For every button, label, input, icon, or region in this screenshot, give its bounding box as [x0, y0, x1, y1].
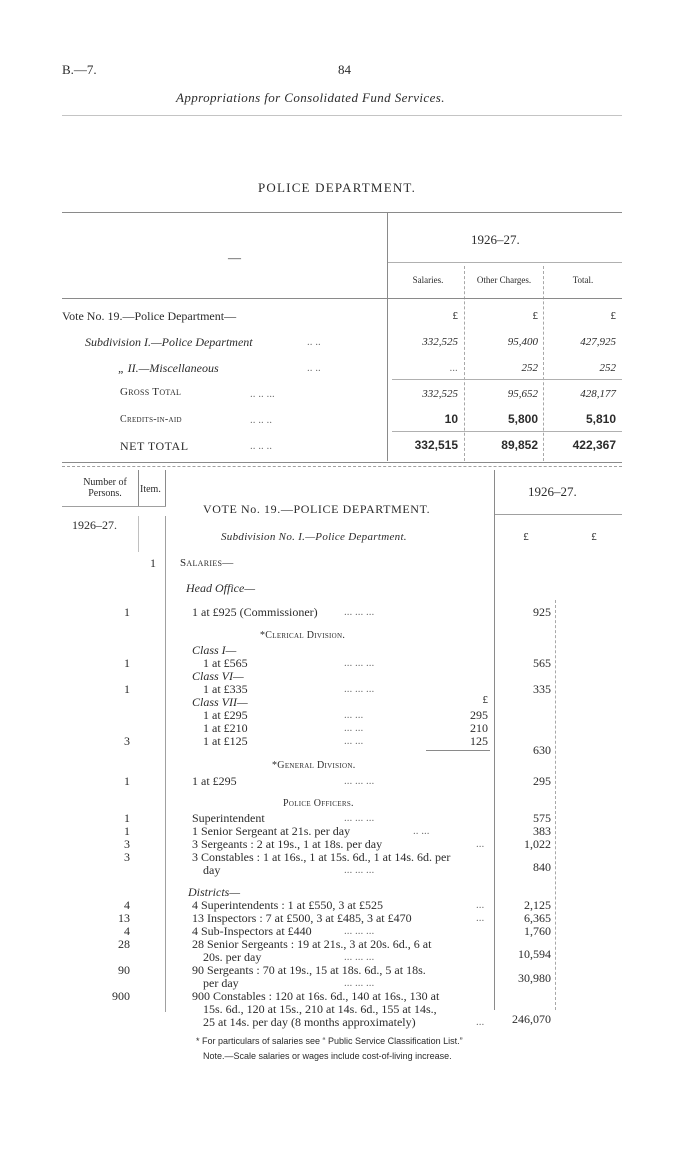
page-number: 84 [338, 62, 351, 77]
summary-top-rule [62, 212, 622, 213]
line-amount: 1,760 [524, 924, 551, 938]
persons-count: 3 [124, 850, 130, 864]
summary-col-other: Other Charges. [476, 275, 532, 285]
persons-count: 1 [124, 774, 130, 788]
line-text: 4 Superintendents : 1 at £550, 3 at £525 [192, 898, 383, 912]
line-amount: 565 [533, 656, 551, 670]
line-text: 13 Inspectors : 7 at £500, 3 at £485, 3 at £470 [192, 911, 412, 925]
line-subamount: 125 [470, 734, 488, 748]
summary-row-total: 428,177 [580, 388, 616, 400]
detail-year: 1926–27. [528, 484, 577, 499]
summary-row-label: Gross Total [120, 386, 182, 398]
line-dots: ... ... ... [344, 683, 375, 695]
persons-count: 3 [124, 837, 130, 851]
department-title: POLICE DEPARTMENT. [258, 180, 417, 195]
line-text: 3 Sergeants : 2 at 19s., 1 at 18s. per day [192, 837, 383, 851]
detail-year-rule [495, 514, 622, 515]
summary-row-dots: .. .. [307, 362, 321, 374]
line-dots: ... ... ... [344, 977, 375, 989]
persons-divider [138, 516, 139, 552]
line-text: 28 Senior Sergeants : 19 at 21s., 3 at 20s. 6d., 6 at [192, 937, 432, 951]
line-dots: ... ... ... [344, 657, 375, 669]
summary-year: 1926–27. [471, 232, 520, 247]
line-amount: 335 [533, 682, 551, 696]
summary-row-total: 252 [599, 362, 616, 374]
running-title: Appropriations for Consolidated Fund Services. [176, 90, 445, 105]
summary-row-salaries: 332,525 [422, 336, 458, 348]
persons-header-rule [62, 506, 166, 507]
persons-count: 1 [124, 811, 130, 825]
summary-row-dots: .. .. ... [250, 388, 275, 400]
line-amount: 1,022 [524, 837, 551, 851]
police-officers-heading: Police Officers. [283, 798, 354, 809]
document-reference: B.—7. [62, 62, 97, 77]
summary-year-rule [388, 262, 622, 263]
summary-row-other: 5,800 [507, 412, 538, 426]
persons-count: 3 [124, 734, 130, 748]
line-text: 1 at £295 [192, 774, 237, 788]
persons-count: 1 [124, 656, 130, 670]
summary-row-label: „ II.—Miscellaneous [118, 361, 219, 375]
line-amount: 295 [533, 774, 551, 788]
line-dots: ... ... ... [344, 812, 375, 824]
subtotal-rule [426, 750, 490, 751]
line-amount: 6,365 [524, 911, 551, 925]
head-office-heading: Head Office— [186, 581, 255, 595]
line-text: 1 at £565 [203, 656, 248, 670]
summary-row-other: 89,852 [501, 438, 538, 452]
line-text: 1 at £925 (Commissioner) [192, 605, 318, 619]
summary-row-other: £ [532, 310, 538, 322]
line-text: 15s. 6d., 120 at 15s., 210 at 14s. 6d., 155 at 14s., [203, 1002, 437, 1016]
summary-col-salaries: Salaries. [412, 275, 444, 285]
summary-row-other: 252 [521, 362, 538, 374]
line-amount: 30,980 [518, 971, 551, 985]
persons-count: 4 [124, 898, 130, 912]
line-text: 1 at £335 [203, 682, 248, 696]
col-item: Item. [140, 484, 161, 495]
line-text: 1 at £295 [203, 708, 248, 722]
class-i-heading: Class I— [192, 643, 237, 657]
persons-count: 1 [124, 824, 130, 838]
amount-subcolumn-divider [555, 600, 556, 1010]
footnote-note: Note.—Scale salaries or wages include cost-of-living increase. [203, 1051, 452, 1061]
salaries-heading: Salaries— [180, 557, 234, 569]
line-dots: ... ... ... [344, 951, 375, 963]
line-amount: 840 [533, 860, 551, 874]
summary-row-label: Credits-in-aid [120, 414, 182, 425]
summary-header-rule [62, 298, 622, 299]
line-text: per day [203, 976, 239, 990]
summary-row-salaries: 10 [444, 412, 458, 426]
summary-row-total: £ [610, 310, 616, 322]
line-dots: ... ... ... [344, 775, 375, 787]
persons-count: 28 [118, 937, 130, 951]
persons-count: 90 [118, 963, 130, 977]
districts-heading: Districts— [188, 885, 241, 899]
summary-bottom-rule [62, 462, 622, 463]
line-dots: ... ... ... [344, 606, 375, 618]
summary-row-salaries: 332,515 [414, 438, 458, 452]
class-vii-pound: £ [482, 694, 488, 706]
subdivision-title: Subdivision No. I.—Police Department. [221, 531, 407, 543]
line-amount: 2,125 [524, 898, 551, 912]
line-text: 1 at £210 [203, 721, 248, 735]
summary-row-salaries: 332,525 [422, 388, 458, 400]
summary-net-rule [392, 431, 622, 432]
class-vi-heading: Class VI— [192, 669, 244, 683]
footnote-classification: * For particulars of salaries see “ Public Service Classification List.” [196, 1036, 463, 1046]
summary-divider [387, 213, 388, 461]
summary-row-other: 95,400 [507, 336, 538, 348]
header-divider [138, 470, 139, 506]
summary-col-total: Total. [572, 275, 594, 285]
line-text: 900 Constables : 120 at 16s. 6d., 140 at 16s., 130 at [192, 989, 440, 1003]
summary-row-salaries: ... [449, 362, 458, 374]
line-subamount: 210 [470, 721, 488, 735]
line-dots: ... ... [344, 722, 364, 734]
line-dots: ... ... [344, 709, 364, 721]
line-text: 20s. per day [203, 950, 262, 964]
line-dots: .. ... [413, 825, 430, 837]
line-dots: ... [476, 912, 485, 924]
detail-top-rule [62, 466, 622, 467]
summary-subtotal-rule [392, 379, 622, 380]
amount-column-divider [494, 470, 495, 1010]
line-subamount: 295 [470, 708, 488, 722]
col-number-of-persons: Number of Persons. [83, 477, 127, 499]
summary-row-label: Vote No. 19.—Police Department— [62, 309, 237, 323]
class-vii-heading: Class VII— [192, 695, 248, 709]
header-divider [165, 470, 166, 506]
persons-count: 1 [124, 605, 130, 619]
line-text: 1 at £125 [203, 734, 248, 748]
line-dots: ... [476, 899, 485, 911]
summary-row-label: Subdivision I.—Police Department [85, 335, 253, 349]
summary-row-total: 427,925 [580, 336, 616, 348]
summary-row-other: 95,652 [507, 388, 538, 400]
general-division-heading: *General Division. [272, 760, 356, 771]
line-amount: 10,594 [518, 947, 551, 961]
summary-row-dots: .. .. .. [250, 414, 272, 426]
line-dots: ... ... [344, 735, 364, 747]
persons-count: 1 [124, 682, 130, 696]
line-text: 25 at 14s. per day (8 months approximately) [203, 1015, 416, 1029]
line-text: 1 Senior Sergeant at 21s. per day [192, 824, 351, 838]
persons-year: 1926–27. [72, 518, 117, 532]
persons-count: 13 [118, 911, 130, 925]
line-text: 4 Sub-Inspectors at £440 [192, 924, 312, 938]
summary-row-total: 422,367 [572, 438, 616, 452]
detail-pound-2: £ [591, 531, 597, 543]
header-rule [62, 115, 622, 116]
clerical-division-heading: *Clerical Division. [260, 630, 346, 641]
summary-row-dots: .. .. [307, 336, 321, 348]
vote-title: VOTE No. 19.—POLICE DEPARTMENT. [203, 502, 431, 516]
line-text: 3 Constables : 1 at 16s., 1 at 15s. 6d., 1 at 14s. 6d. per [192, 850, 451, 864]
line-amount: 925 [533, 605, 551, 619]
detail-pound-1: £ [523, 531, 529, 543]
line-dots: ... [476, 1016, 485, 1028]
summary-dash: — [228, 250, 241, 265]
line-amount: 630 [533, 743, 551, 757]
line-amount: 383 [533, 824, 551, 838]
summary-row-total: 5,810 [585, 412, 616, 426]
item-divider [165, 516, 166, 1012]
line-amount: 575 [533, 811, 551, 825]
line-text: Superintendent [192, 811, 265, 825]
item-number: 1 [150, 556, 156, 570]
persons-count: 4 [124, 924, 130, 938]
line-text: day [203, 863, 221, 877]
persons-count: 900 [112, 989, 130, 1003]
summary-row-dots: .. .. .. [250, 440, 272, 452]
line-dots: ... ... ... [344, 864, 375, 876]
line-dots: ... ... ... [344, 925, 375, 937]
summary-row-label: NET TOTAL [120, 439, 189, 453]
line-dots: ... [476, 838, 485, 850]
line-text: 90 Sergeants : 70 at 19s., 15 at 18s. 6d., 5 at 18s. [192, 963, 426, 977]
line-amount: 246,070 [512, 1012, 551, 1026]
summary-row-salaries: £ [452, 310, 458, 322]
